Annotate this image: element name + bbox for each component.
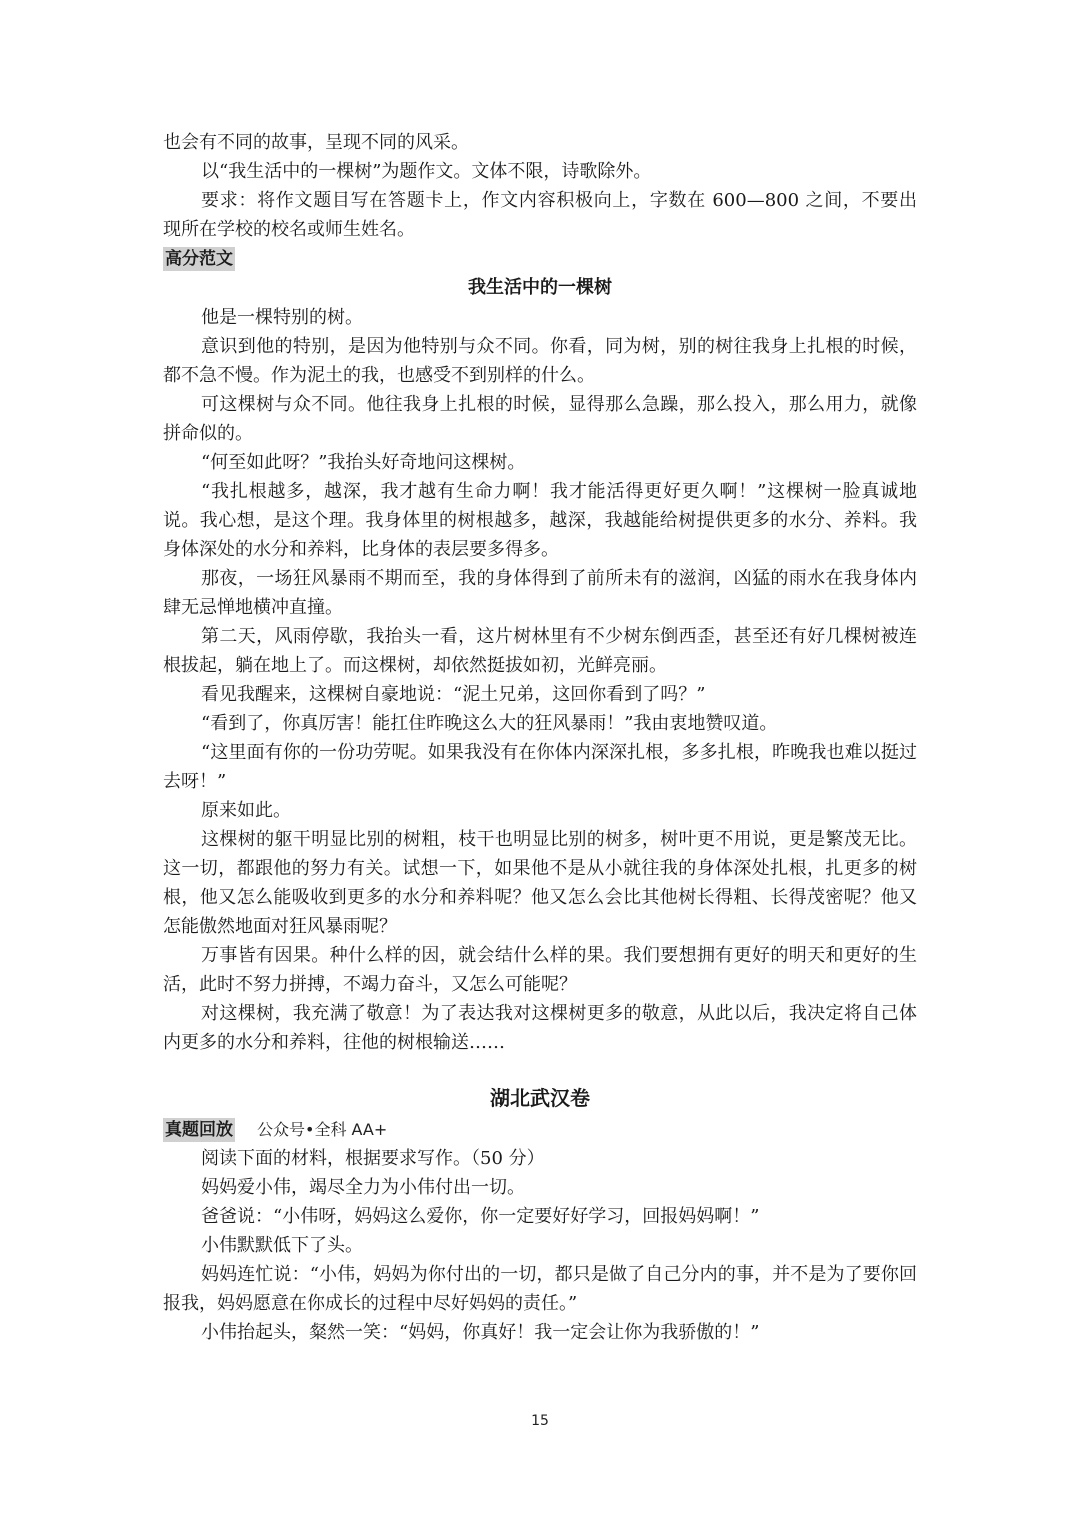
essay-paragraph: 这棵树的躯干明显比别的树粗，枝干也明显比别的树多，树叶更不用说，更是繁茂无比。这一切，都跟他的努力有关。试想一下，如果他不是从小就往我的身体深处扎根，扎更多的树根，他又怎么能吸收到更多的水分和养料呢？他又怎么会比其他树长得粗、长得茂密呢？他又怎能傲然地面对狂风暴雨呢？ (163, 829, 917, 937)
prompt-paragraph: 妈妈连忙说：“小伟，妈妈为你付出的一切，都只是做了自己分内的事，并不是为了要你回报我，妈妈愿意在你成长的过程中尽好妈妈的责任。” (163, 1264, 917, 1314)
prompt-paragraph: 小伟抬起头，粲然一笑：“妈妈，你真好！我一定会让你为我骄傲的！” (201, 1322, 760, 1343)
essay-paragraph: “何至如此呀？”我抬头好奇地问这棵树。 (201, 452, 526, 473)
essay-paragraph: “这里面有你的一份功劳呢。如果我没有在你体内深深扎根，多多扎根，昨晚我也难以挺过去呀！” (163, 742, 917, 792)
wuhan-section-tag: 真题回放 (165, 1120, 233, 1140)
intro-line-1: 也会有不同的故事，呈现不同的风采。 (163, 132, 469, 153)
intro-line-4: 现所在学校的校名或师生姓名。 (163, 219, 415, 240)
essay-paragraph: 万事皆有因果。种什么样的因，就会结什么样的果。我们要想拥有更好的明天和更好的生活，此时不努力拼搏，不竭力奋斗，又怎么可能呢？ (163, 945, 917, 995)
page-number: 15 (531, 1413, 549, 1429)
prompt-paragraph: 阅读下面的材料，根据要求写作。（50 分） (201, 1148, 545, 1169)
prompt-paragraph: 小伟默默低下了头。 (201, 1235, 363, 1256)
essay-paragraph: 第二天，风雨停歇，我抬头一看，这片树林里有不少树东倒西歪，甚至还有好几棵树被连根拔起，躺在地上了。而这棵树，却依然挺拔如初，光鲜亮丽。 (163, 626, 917, 676)
wuhan-tag-row (163, 1115, 917, 1144)
section-spacer (163, 1057, 917, 1081)
essay-title: 我生活中的一棵树 (468, 277, 612, 298)
watermark-text: 公众号•全科 AA+ (257, 1120, 388, 1139)
intro-line-2: 以“我生活中的一棵树”为题作文。文体不限，诗歌除外。 (201, 161, 652, 182)
essay-paragraph: 可这棵树与众不同。他往我身上扎根的时候，显得那么急躁，那么投入，那么用力，就像拼命似的。 (163, 394, 917, 444)
essay-paragraph: 他是一棵特别的树。 (201, 307, 363, 328)
intro-line-3: 要求：将作文题目写在答题卡上，作文内容积极向上，字数在 600—800 之间，不要出 (201, 190, 917, 211)
essay-paragraph: 对这棵树，我充满了敬意！为了表达我对这棵树更多的敬意，从此以后，我决定将自己体内更多的水分和养料，往他的树根输送…… (163, 1003, 917, 1053)
sample-section-tag: 高分范文 (165, 249, 233, 269)
wuhan-section-title: 湖北武汉卷 (490, 1086, 590, 1110)
essay-paragraph: 看见我醒来，这棵树自豪地说：“泥土兄弟，这回你看到了吗？” (201, 684, 706, 705)
prompt-paragraph: 爸爸说：“小伟呀，妈妈这么爱你，你一定要好好学习，回报妈妈啊！” (201, 1206, 760, 1227)
page-content (163, 128, 917, 1347)
essay-paragraph: “我扎根越多，越深，我才越有生命力啊！我才能活得更好更久啊！”这棵树一脸真诚地说。我心想，是这个理。我身体里的树根越多，越深，我越能给树提供更多的水分、养料。我身体深处的水分和养料，比身体的表层要多得多。 (163, 481, 917, 560)
essay-paragraph: “看到了，你真厉害！能扛住昨晚这么大的狂风暴雨！”我由衷地赞叹道。 (201, 713, 778, 734)
essay-paragraph: 原来如此。 (201, 800, 291, 821)
sample-tag-row (163, 244, 917, 273)
essay-paragraph: 那夜，一场狂风暴雨不期而至，我的身体得到了前所未有的滋润，凶猛的雨水在我身体内肆无忌惮地横冲直撞。 (163, 568, 917, 618)
prompt-paragraph: 妈妈爱小伟，竭尽全力为小伟付出一切。 (201, 1177, 525, 1198)
essay-paragraph: 意识到他的特别，是因为他特别与众不同。你看，同为树，别的树往我身上扎根的时候，都不急不慢。作为泥土的我，也感受不到别样的什么。 (163, 336, 917, 386)
